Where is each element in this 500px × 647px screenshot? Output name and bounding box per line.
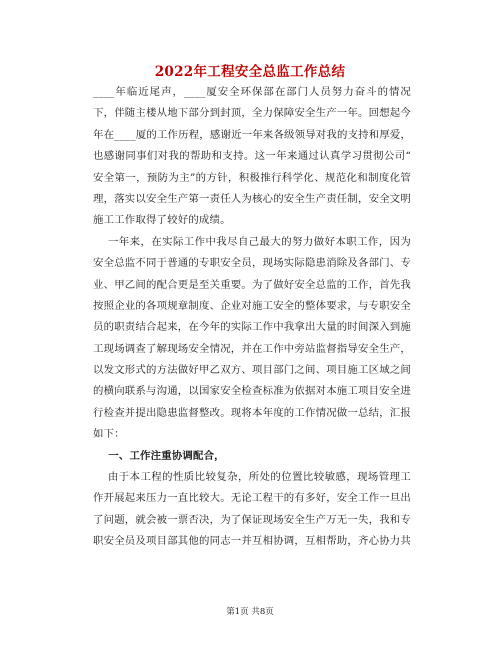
body-line: 作开展起来压力一直比较大。无论工程干的有多好，安全工作一旦出 [93,492,411,505]
body-line: 下，伴随主楼从地下部分到封顶，全力保障安全生产一年。回想起今 [93,107,411,120]
body-line: 也感谢同事们对我的帮助和支持。这一年来通过认真学习贯彻公司“ [93,150,411,163]
body-line: 业、甲乙间的配合更是至关重要。为了做好安全总监的工作，首先我 [93,278,411,291]
body-line: 员的职责结合起来，在今年的实际工作中我拿出大量的时间深入到施 [93,321,411,334]
body-line: 行检查并提出隐患监督整改。现将本年度的工作情况做一总结，汇报 [93,406,411,419]
body-line: 职安全员及项目部其他的同志一并互相协调，互相帮助，齐心协力共 [93,535,411,548]
document-body [93,82,411,553]
body-line: 工现场调查了解现场安全情况，并在工作中旁站监督指导安全生产， [93,342,411,355]
section-heading: 一、工作注重协调配合， [93,449,225,462]
body-line: 一年来，在实际工作中我尽自己最大的努力做好本职工作，因为 [93,235,411,248]
document-title: 2022年工程安全总监工作总结 [154,64,346,80]
page-footer: 第1页 共8页 [226,607,274,617]
body-line: 的横向联系与沟通，以国家安全检查标准为依据对本施工项目安全进 [93,385,411,398]
body-line: 年在____厦的工作历程，感谢近一年来各级领导对我的支持和厚爱， [93,128,412,141]
body-line: 理，落实以安全生产第一责任人为核心的安全生产责任制，安全文明 [93,192,411,205]
body-line: ____年临近尾声，____厦安全环保部在部门人员努力奋斗的情况 [93,86,411,98]
body-line: 安全总监不同于普通的专职安全员，现场实际隐患消除及各部门、专 [93,257,411,270]
body-line: 安全第一，预防为主”的方针，积极推行科学化、规范化和制度化管 [93,171,411,184]
body-line: 按照企业的各项规章制度、企业对施工安全的整体要求，与专职安全 [93,299,411,312]
body-line: 了问题，就会被一票否决，为了保证现场安全生产万无一失，我和专 [93,513,411,526]
body-line: 施工工作取得了较好的成绩。 [93,214,231,227]
body-line: 如下： [93,428,125,441]
body-line: 由于本工程的性质比较复杂，所处的位置比较敏感，现场管理工 [93,471,411,484]
body-line: 以发文形式的方法做好甲乙双方、项目部门之间、项目施工区域之间 [93,364,411,377]
